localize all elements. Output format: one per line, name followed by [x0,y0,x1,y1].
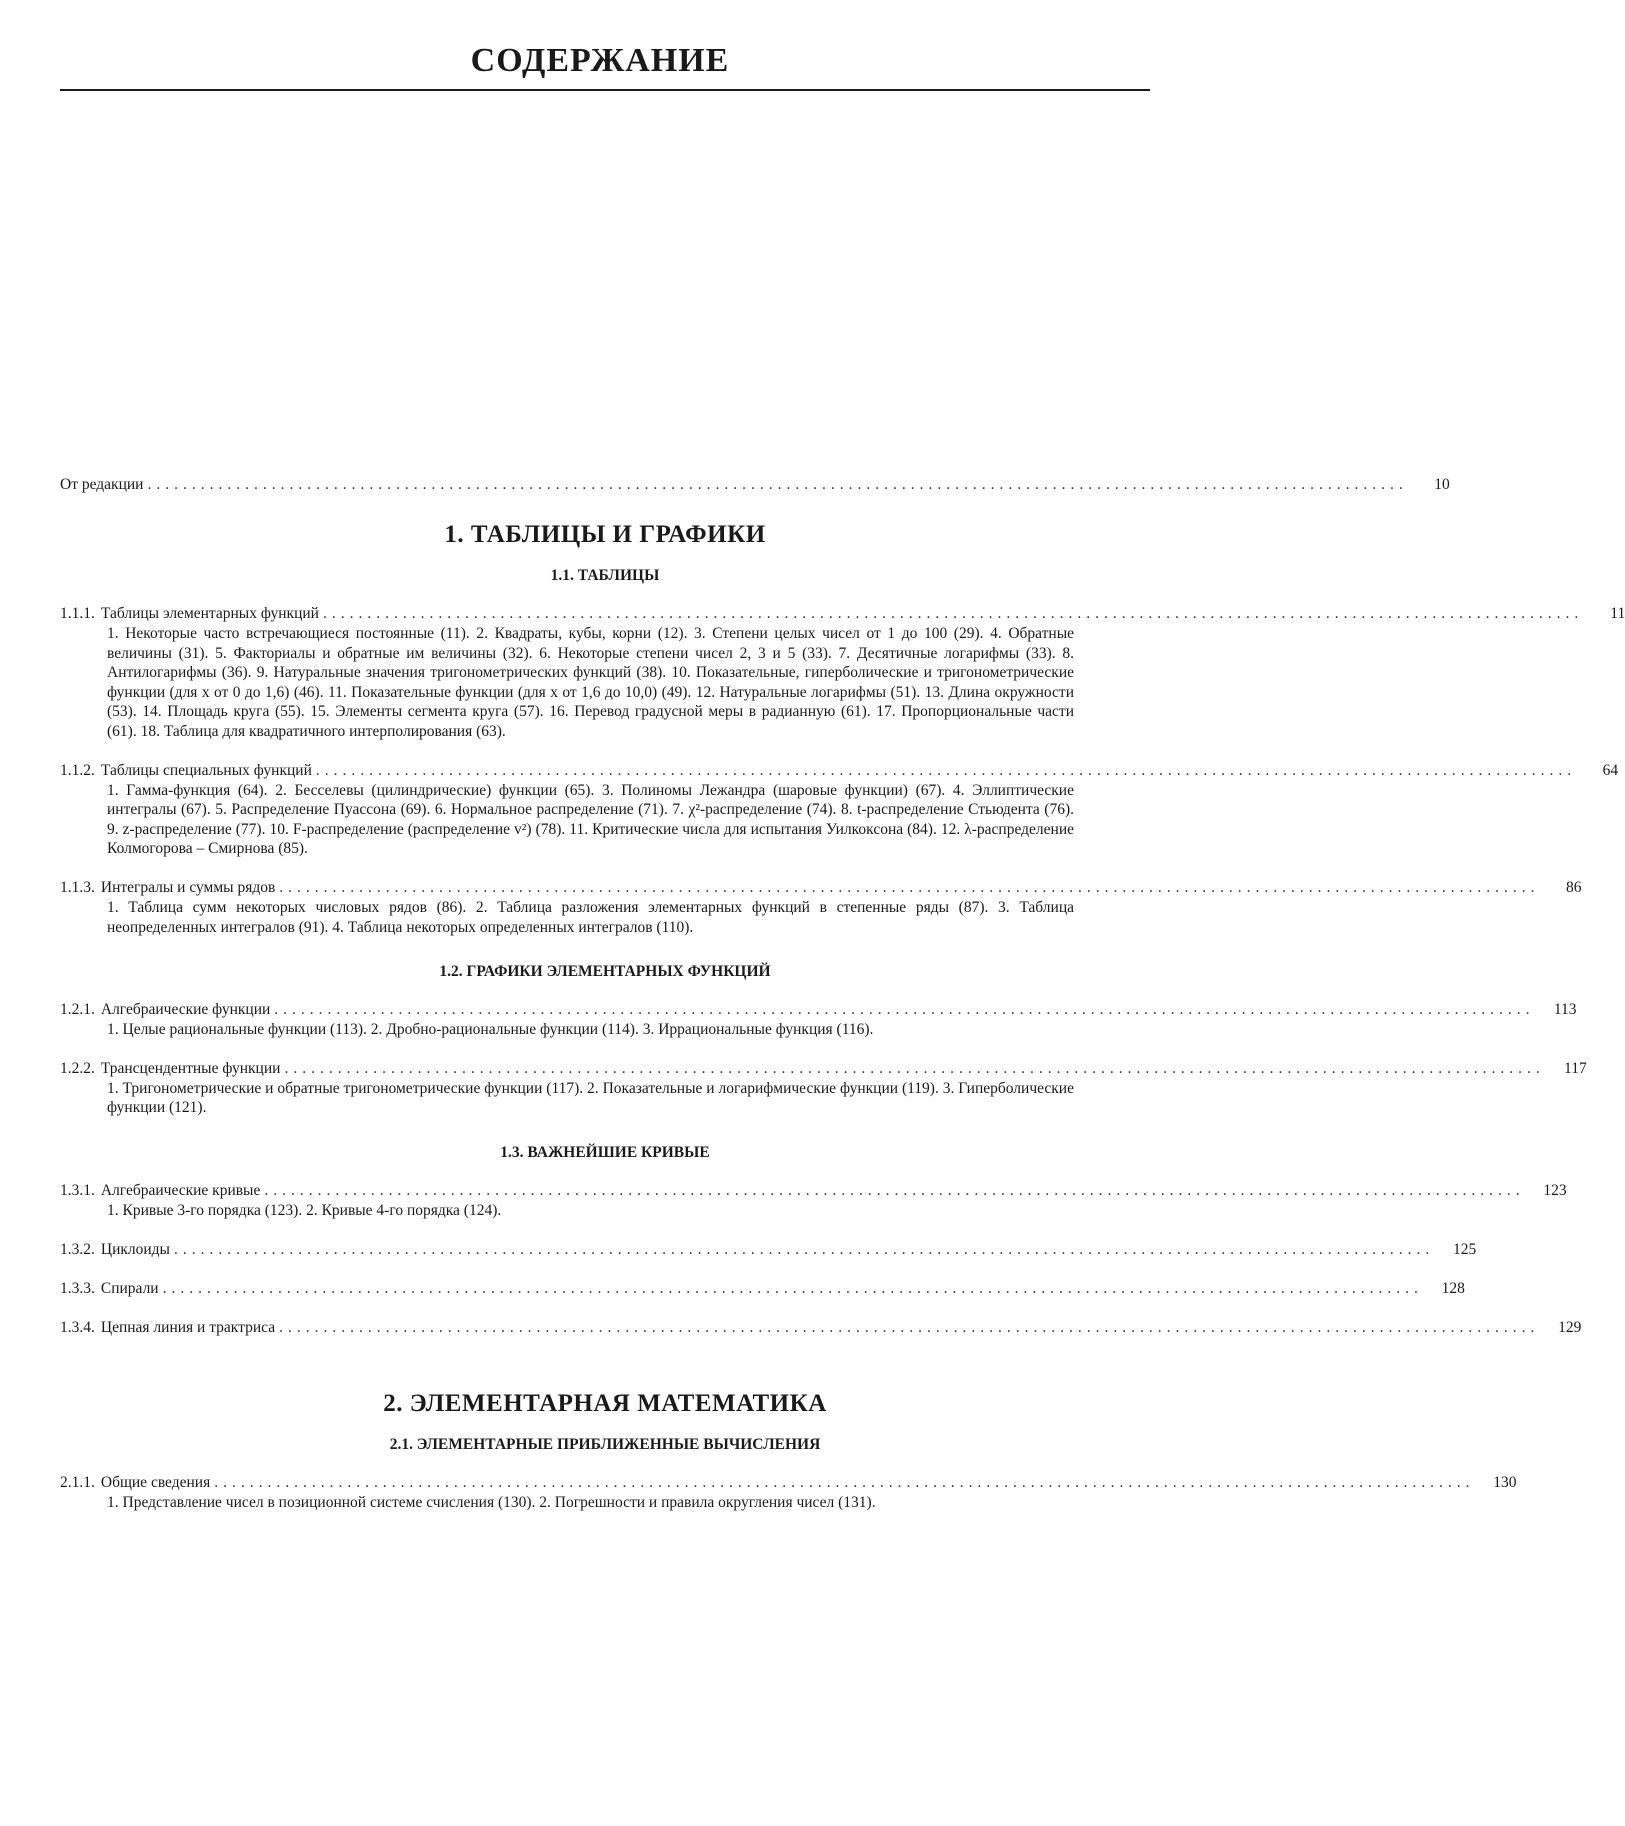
toc-entry-description: 1. Таблица сумм некоторых числовых рядов (86). 2. Таблица разложения элементарных функций в степенные ряды (87). 3. Таблица неопределенных интегралов (91). 4. Таблица некоторых определенных интегралов (110). [107,898,1074,936]
toc-entry-title: Таблицы специальных функций [100,761,312,779]
spacer [60,1260,1150,1278]
toc-entry-number: 1.3.3. [60,1279,95,1297]
toc-entry-line[interactable] [60,1317,1582,1338]
spacer [60,1418,1150,1436]
toc-entry-title: Общие сведения [100,1473,211,1491]
spacer [60,1299,1150,1317]
dot-leader: .............................................................................................................................................. [279,1318,1540,1336]
toc-entry-line[interactable] [60,760,1619,781]
toc-entry-number: 1.1.2. [60,761,95,779]
toc-entry-line[interactable] [60,1239,1477,1260]
toc-entry-description: 1. Гамма-функция (64). 2. Бесселевы (цилиндрические) функции (65). 3. Полиномы Лежандра (шаровые функции) (67). 4. Эллиптические интегралы (67). 5. Распределение Пуассона (69). 6. Нормальное распределение (71). 7. χ²-распределение (74). 8. t-распределение Стьюдента (76). 9. z-распределение (77). 10. F-распределение (распределение v²) (78). 11. Критические числа для испытания Уилкоксона (84). 12. λ-распределение Колмогорова – Смирнова (85). [107,781,1074,858]
spacer [60,1040,1150,1058]
toc-entry-number: 1.2.2. [60,1059,95,1077]
toc-entry-line[interactable] [60,603,1625,624]
toc-entry-title: Алгебраические функции [100,1001,271,1019]
dot-leader: .............................................................................................................................................. [274,1001,1535,1019]
dot-leader: .............................................................................................................................................. [147,476,1408,493]
spacer [60,495,1150,521]
dot-leader: .............................................................................................................................................. [173,1240,1435,1258]
table-of-contents [60,474,1625,1512]
spacer [60,981,1150,999]
toc-entry-title: Спирали [100,1279,159,1297]
toc-entry-line[interactable] [60,1180,1567,1201]
spacer [60,1221,1150,1239]
spacer [60,1364,1150,1390]
toc-page-number: 117 [1564,1059,1587,1077]
chapter-heading: 2. ЭЛЕМЕНТАРНАЯ МАТЕМАТИКА [383,1389,827,1417]
dot-leader: .............................................................................................................................................. [264,1181,1525,1199]
spacer [60,859,1150,877]
spacer [60,742,1150,760]
toc-page-number: 129 [1558,1318,1582,1336]
toc-page-number: 130 [1493,1473,1517,1491]
toc-entry-number: 1.3.4. [60,1318,95,1336]
toc-entry-line[interactable] [60,999,1577,1020]
title-rule [60,89,1150,91]
toc-entry-number: 1.3.1. [60,1181,95,1199]
spacer [60,549,1150,567]
toc-entry-title: Интегралы и суммы рядов [100,878,276,896]
toc-entry-description: 1. Представление чисел в позиционной системе счисления (130). 2. Погрешности и правила округления чисел (131). [107,1493,876,1511]
toc-entry-number: 1.2.1. [60,1001,95,1019]
toc-entry-number: 1.1.1. [60,605,95,622]
toc-page-number: 11 [1610,605,1625,622]
toc-entry-description: 1. Тригонометрические и обратные тригонометрические функции (117). 2. Показательные и логарифмические функции (119). 3. Гиперболические функции (121). [107,1079,1074,1117]
toc-page-number: 86 [1566,878,1582,896]
toc-entry-line[interactable] [60,877,1582,898]
spacer [60,937,1150,963]
toc-entry-description: 1. Кривые 3-го порядка (123). 2. Кривые 4-го порядка (124). [107,1201,502,1219]
toc-entry-description: 1. Целые рациональные функции (113). 2. Дробно-рациональные функции (114). 3. Иррациональные функция (116). [107,1021,874,1039]
toc-page-number: 128 [1441,1279,1465,1297]
toc-entry-line[interactable] [60,1278,1465,1299]
toc-entry-number: 1.3.2. [60,1240,95,1258]
spacer [60,585,1150,603]
spacer [60,1338,1150,1364]
toc-entry-title: Таблицы элементарных функций [100,605,319,622]
section-heading: 1.1. ТАБЛИЦЫ [550,567,660,584]
toc-page-number: 125 [1452,1240,1477,1258]
toc-page-number: 64 [1602,761,1619,779]
toc-page-number: 123 [1543,1181,1567,1199]
toc-entry-line[interactable] [60,1472,1517,1493]
toc-page-number: 10 [1434,476,1450,493]
toc-entry-title: От редакции [60,476,144,493]
toc-entry-number: 1.1.3. [60,878,95,896]
dot-leader: .............................................................................................................................................. [315,761,1577,779]
chapter-heading: 1. ТАБЛИЦЫ И ГРАФИКИ [444,521,766,548]
toc-entry-description: 1. Некоторые часто встречающиеся постоянные (11). 2. Квадраты, кубы, корни (12). 3. Степени целых чисел от 1 до 100 (29). 4. Обратные величины (31). 5. Факториалы и обратные им величины (32). 6. Некоторые степени чисел 2, 3 и 5 (33). 7. Десятичные логарифмы (33). 8. Антилогарифмы (36). 9. Натуральные значения тригонометрических функций (38). 10. Показательные, гиперболические и тригонометрические функции (для x от 0 до 1,6) (46). 11. Показательные функции (для x от 1,6 до 10,0) (49). 12. Натуральные логарифмы (51). 13. Длина окружности (53). 14. Площадь круга (55). 15. Элементы сегмента круга (57). 16. Перевод градусной меры в радианную (61). 17. Пропорциональные части (61). 18. Таблица для квадратичного интерполирования (63). [107,625,1074,740]
toc-entry-line[interactable] [60,1058,1587,1079]
toc-entry-title: Трансцендентные функции [100,1059,281,1077]
toc-entry-title: Циклоиды [100,1240,170,1258]
toc-entry-title: Цепная линия и трактриса [100,1318,276,1336]
toc-entry-number: 2.1.1. [60,1473,95,1491]
spacer [60,1162,1150,1180]
toc-page-number: 113 [1553,1001,1577,1019]
section-heading: 1.2. ГРАФИКИ ЭЛЕМЕНТАРНЫХ ФУНКЦИЙ [439,963,771,981]
spacer [60,1454,1150,1472]
dot-leader: .............................................................................................................................................. [279,878,1540,896]
dot-leader: .............................................................................................................................................. [322,605,1584,622]
page-title: СОДЕРЖАНИЕ [470,42,730,79]
toc-line-foreword[interactable] [60,474,1450,495]
section-heading: 2.1. ЭЛЕМЕНТАРНЫЕ ПРИБЛИЖЕННЫЕ ВЫЧИСЛЕНИЯ [389,1435,821,1453]
dot-leader: .............................................................................................................................................. [214,1473,1475,1491]
dot-leader: .............................................................................................................................................. [284,1059,1545,1077]
section-heading: 1.3. ВАЖНЕЙШИЕ КРИВЫЕ [500,1143,710,1161]
spacer [60,1118,1150,1144]
dot-leader: .............................................................................................................................................. [162,1279,1423,1297]
toc-entry-title: Алгебраические кривые [100,1181,261,1199]
